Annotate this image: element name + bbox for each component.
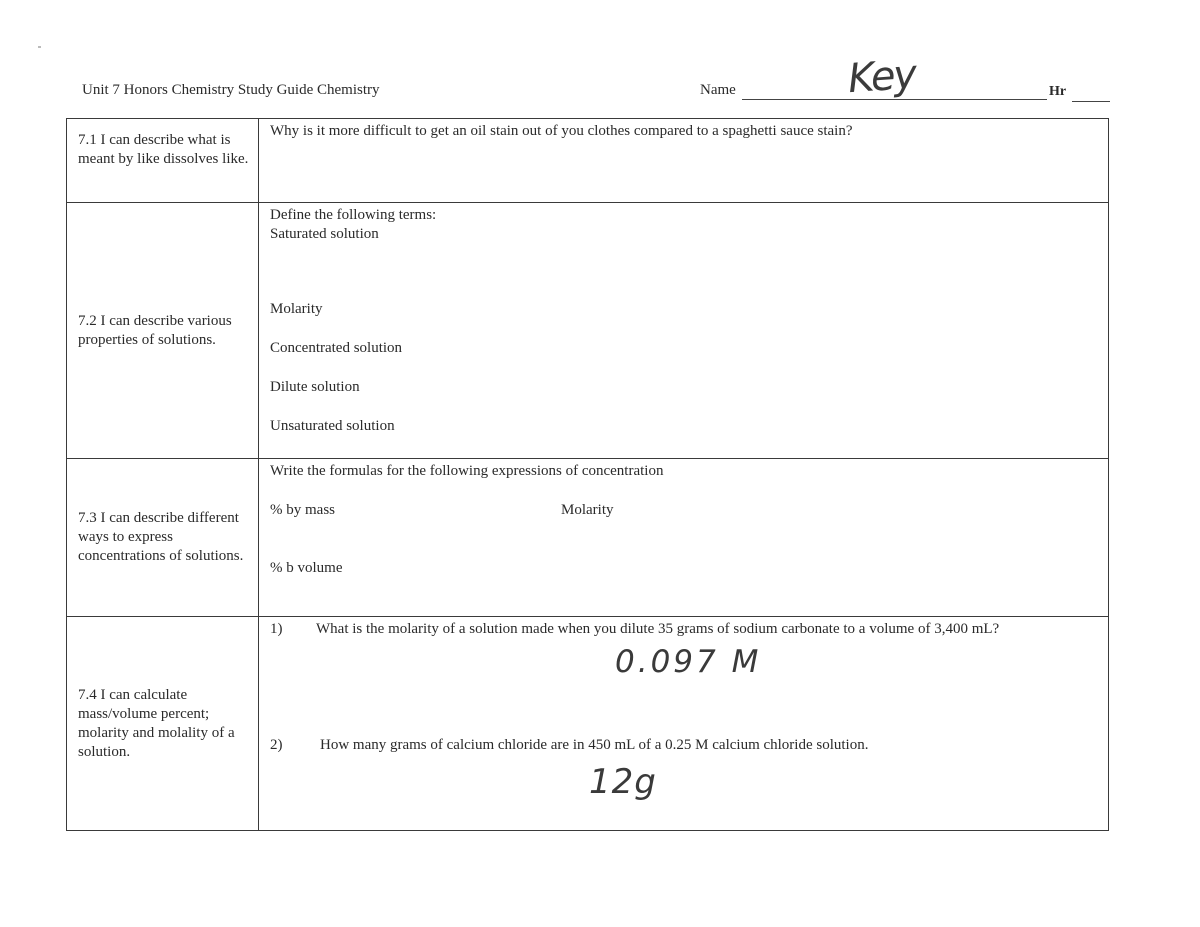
table-row bbox=[67, 459, 1109, 617]
table-row bbox=[67, 119, 1109, 203]
learning-target-cell: 7.1 I can describe what is meant by like dissolves like. bbox=[67, 119, 259, 203]
table-row bbox=[67, 617, 1109, 831]
formulas-prompt: Write the formulas for the following expressions of concentration bbox=[270, 463, 664, 479]
term-dilute: Dilute solution bbox=[270, 379, 360, 395]
table-row bbox=[67, 203, 1109, 459]
scan-speck bbox=[38, 46, 41, 48]
problem-text: What is the molarity of a solution made when you dilute 35 grams of sodium carbonate to a volume of 3,400 mL? bbox=[316, 621, 1000, 637]
page-title: Unit 7 Honors Chemistry Study Guide Chemistry bbox=[82, 82, 380, 98]
definitions-cell bbox=[259, 203, 1109, 459]
term-saturated: Saturated solution bbox=[270, 226, 379, 242]
problem-number: 2) bbox=[270, 737, 283, 753]
formula-molarity: Molarity bbox=[561, 502, 614, 518]
name-label: Name bbox=[700, 82, 736, 98]
formula-percent-volume: % b volume bbox=[270, 560, 343, 576]
problem-number: 1) bbox=[270, 621, 283, 637]
formula-row bbox=[270, 501, 1098, 520]
formula-percent-mass: % by mass bbox=[270, 502, 335, 518]
definitions-prompt: Define the following terms: bbox=[270, 207, 437, 223]
problem-2 bbox=[270, 736, 1098, 755]
formulas-cell bbox=[259, 459, 1109, 617]
answer-handwritten: 0.097 M bbox=[615, 644, 762, 680]
name-handwritten: Key bbox=[846, 51, 917, 103]
question-text: Why is it more difficult to get an oil stain out of you clothes compared to a spaghetti sauce stain? bbox=[270, 123, 853, 139]
answer-handwritten: 12g bbox=[589, 762, 657, 802]
study-guide-table bbox=[66, 118, 1109, 831]
problem-1 bbox=[270, 620, 1098, 639]
term-concentrated: Concentrated solution bbox=[270, 340, 403, 356]
problems-cell bbox=[259, 617, 1109, 831]
learning-target-cell: 7.2 I can describe various properties of solutions. bbox=[67, 203, 259, 459]
term-molarity: Molarity bbox=[270, 301, 323, 317]
question-cell bbox=[259, 119, 1109, 203]
hour-line bbox=[1072, 101, 1110, 102]
problem-text: How many grams of calcium chloride are in 450 mL of a 0.25 M calcium chloride solution. bbox=[320, 737, 869, 753]
term-unsaturated: Unsaturated solution bbox=[270, 418, 395, 434]
learning-target-cell: 7.4 I can calculate mass/volume percent; molarity and molality of a solution. bbox=[67, 617, 259, 831]
learning-target-cell: 7.3 I can describe different ways to express concentrations of solutions. bbox=[67, 459, 259, 617]
hour-label: Hr bbox=[1049, 84, 1067, 99]
worksheet-header bbox=[82, 51, 1112, 110]
